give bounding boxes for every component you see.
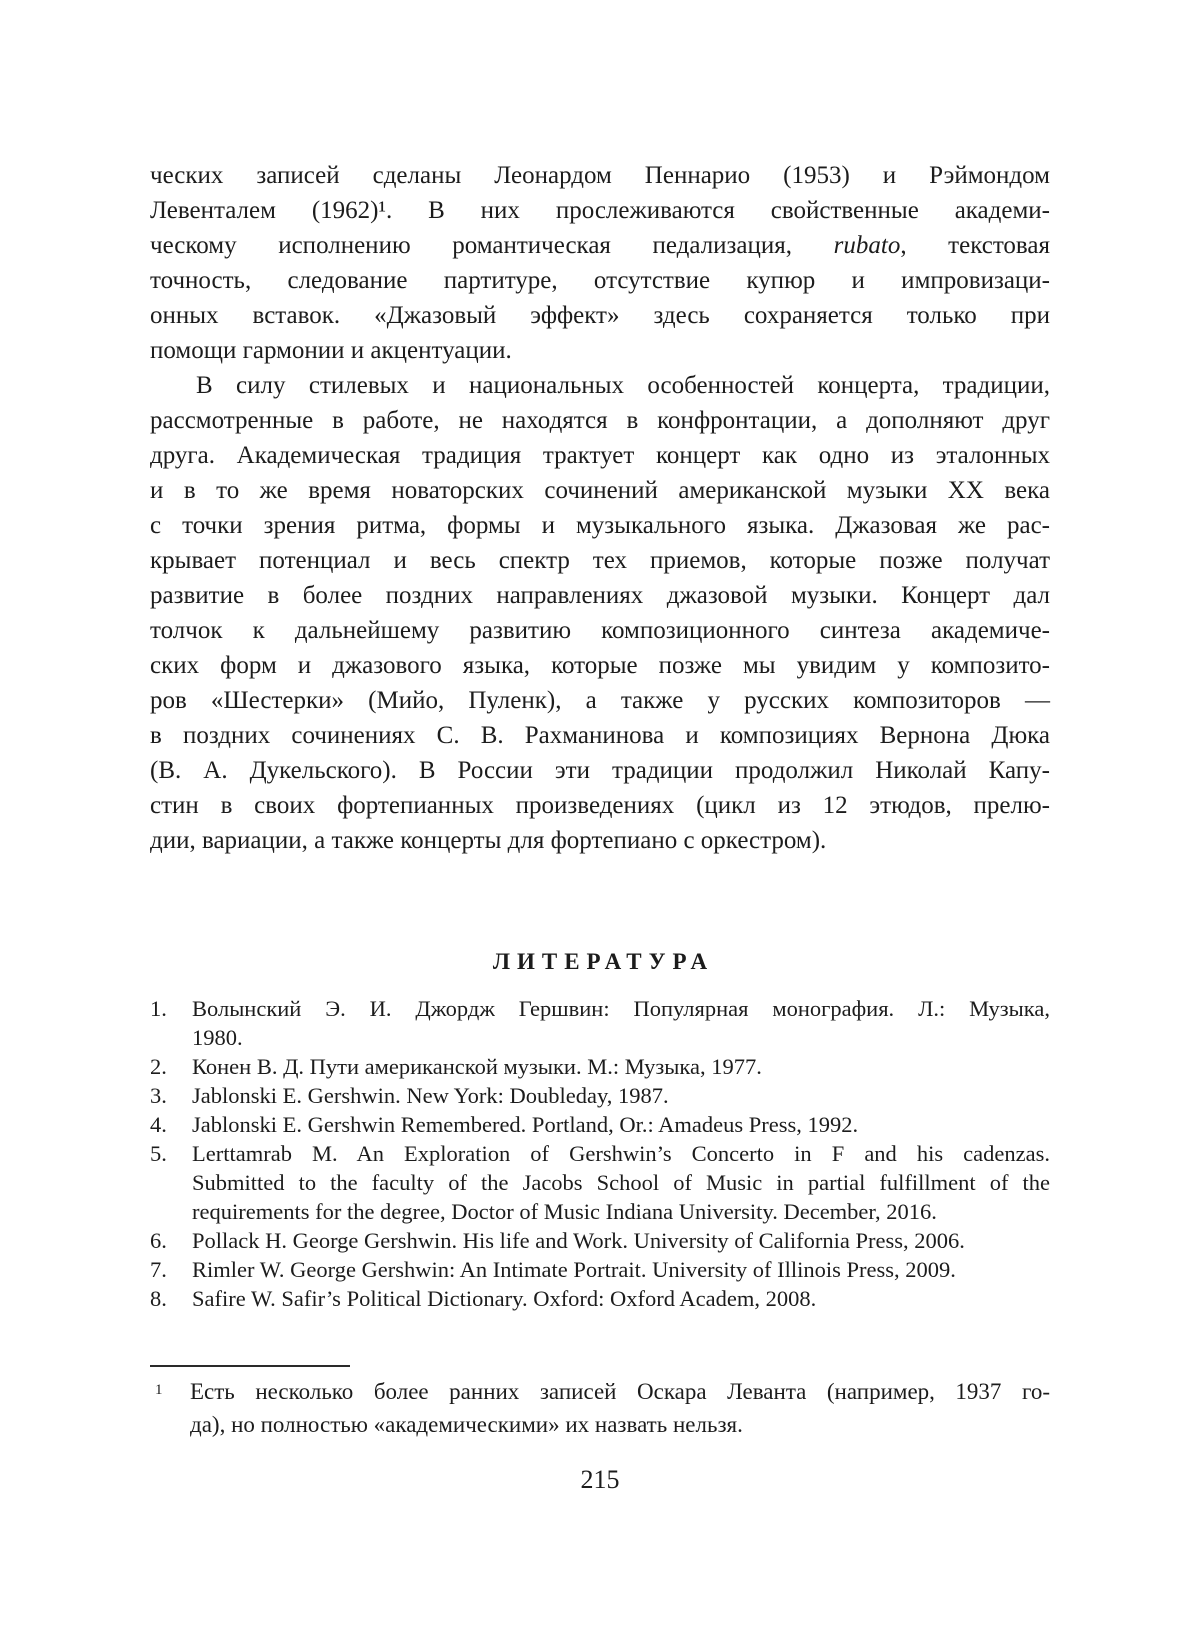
text-line: В силу стилевых и национальных особенностей концерта, традиции, bbox=[196, 372, 1050, 399]
text-line: да), но полностью «академическими» их назвать нельзя. bbox=[190, 1412, 743, 1437]
bibliography-item-number: 2. bbox=[150, 1054, 167, 1079]
text-line: и в то же время новаторских сочинений американской музыки XX века bbox=[150, 477, 1050, 504]
text-line: ров «Шестерки» (Мийо, Пуленк), а также у русских композиторов — bbox=[150, 687, 1050, 714]
text-line: 1980. bbox=[192, 1025, 243, 1050]
bibliography-item-text bbox=[192, 1255, 1050, 1284]
footnote-marker: 1 bbox=[155, 1382, 163, 1398]
bibliography-item-text bbox=[192, 1139, 1050, 1226]
page-number: 215 bbox=[580, 1465, 620, 1494]
bibliography-item-text bbox=[192, 1052, 1050, 1081]
text-line: Jablonski E. Gershwin. New York: Doubleday, 1987. bbox=[192, 1083, 669, 1108]
text-line: Конен В. Д. Пути американской музыки. М.: Музыка, 1977. bbox=[192, 1054, 762, 1079]
text-line: онных вставок. «Джазовый эффект» здесь сохраняется только при bbox=[150, 302, 1050, 329]
text-line: (В. А. Дукельского). В России эти традиции продолжил Николай Капу- bbox=[150, 757, 1050, 784]
text-line: стин в своих фортепианных произведениях (цикл из 12 этюдов, прелю- bbox=[150, 792, 1050, 819]
bibliography-item-number: 7. bbox=[150, 1257, 167, 1282]
bibliography-item bbox=[150, 1139, 1050, 1226]
footnote-separator bbox=[150, 1365, 350, 1367]
body-paragraph-2 bbox=[150, 368, 1050, 858]
text-line: в поздних сочинениях С. В. Рахманинова и композициях Вернона Дюка bbox=[150, 722, 1050, 749]
text-line: точность, следование партитуре, отсутствие купюр и импровизаци- bbox=[150, 267, 1050, 294]
bibliography-item bbox=[150, 1081, 1050, 1110]
bibliography-item-number: 3. bbox=[150, 1083, 167, 1108]
text-line: Pollack H. George Gershwin. His life and Work. University of California Press, 2006. bbox=[192, 1228, 965, 1253]
text-line: Rimler W. George Gershwin: An Intimate Portrait. University of Illinois Press, 2009. bbox=[192, 1257, 956, 1282]
page-content bbox=[0, 158, 1200, 1495]
text-line: толчок к дальнейшему развитию композиционного синтеза академиче- bbox=[150, 617, 1050, 644]
text-line: помощи гармонии и акцентуации. bbox=[150, 337, 512, 364]
text-line: Есть несколько более ранних записей Оскара Леванта (например, 1937 го- bbox=[190, 1379, 1050, 1404]
bibliography-item-text bbox=[192, 994, 1050, 1052]
bibliography-heading: ЛИТЕРАТУРА bbox=[492, 949, 715, 974]
bibliography-item-number: 1. bbox=[150, 996, 167, 1021]
bibliography-item-number: 4. bbox=[150, 1112, 167, 1137]
text-line: крывает потенциал и весь спектр тех приемов, которые позже получат bbox=[150, 547, 1050, 574]
bibliography-item-text bbox=[192, 1081, 1050, 1110]
text-line: рассмотренные в работе, не находятся в конфронтации, а дополняют друг bbox=[150, 407, 1050, 434]
footnote-text bbox=[190, 1375, 1050, 1441]
bibliography-item-text bbox=[192, 1226, 1050, 1255]
body-text bbox=[150, 158, 1050, 858]
text-line: Волынский Э. И. Джордж Гершвин: Популярная монография. Л.: Музыка, bbox=[192, 996, 1050, 1021]
text-line: requirements for the degree, Doctor of Music Indiana University. December, 2016. bbox=[192, 1199, 937, 1224]
text-line: Jablonski E. Gershwin Remembered. Portland, Or.: Amadeus Press, 1992. bbox=[192, 1112, 859, 1137]
bibliography-item-number: 8. bbox=[150, 1286, 167, 1311]
bibliography-item bbox=[150, 1226, 1050, 1255]
text-line: друга. Академическая традиция трактует концерт как одно из эталонных bbox=[150, 442, 1050, 469]
bibliography-item bbox=[150, 994, 1050, 1052]
text-line: Safire W. Safir’s Political Dictionary. Oxford: Oxford Academ, 2008. bbox=[192, 1286, 817, 1311]
text-line: с точки зрения ритма, формы и музыкального языка. Джазовая же рас- bbox=[150, 512, 1050, 539]
bibliography-item-text bbox=[192, 1284, 1050, 1313]
text-line: Lerttamrab M. An Exploration of Gershwin’s Concerto in F and his cadenzas. bbox=[192, 1141, 1050, 1166]
bibliography-item-number: 5. bbox=[150, 1141, 167, 1166]
bibliography-item bbox=[150, 1284, 1050, 1313]
text-line: ческих записей сделаны Леонардом Пеннарио (1953) и Рэймондом bbox=[150, 162, 1050, 189]
footnote bbox=[150, 1375, 1050, 1441]
text-line: Submitted to the faculty of the Jacobs School of Music in partial fulfillment of the bbox=[192, 1170, 1050, 1195]
bibliography-item-number: 6. bbox=[150, 1228, 167, 1253]
bibliography-item bbox=[150, 1255, 1050, 1284]
text-line: дии, вариации, а также концерты для фортепиано с оркестром). bbox=[150, 827, 827, 854]
bibliography-item bbox=[150, 1110, 1050, 1139]
text-line: Левенталем (1962)¹. В них прослеживаются свойственные академи- bbox=[150, 197, 1050, 224]
bibliography-item-text bbox=[192, 1110, 1050, 1139]
bibliography-list bbox=[150, 994, 1050, 1313]
text-line: ских форм и джазового языка, которые позже мы увидим у композито- bbox=[150, 652, 1050, 679]
text-line: ческому исполнению романтическая педализация, rubato, текстовая bbox=[150, 232, 1050, 259]
bibliography-item bbox=[150, 1052, 1050, 1081]
body-paragraph-1 bbox=[150, 158, 1050, 368]
text-line: развитие в более поздних направлениях джазовой музыки. Концерт дал bbox=[150, 582, 1050, 609]
